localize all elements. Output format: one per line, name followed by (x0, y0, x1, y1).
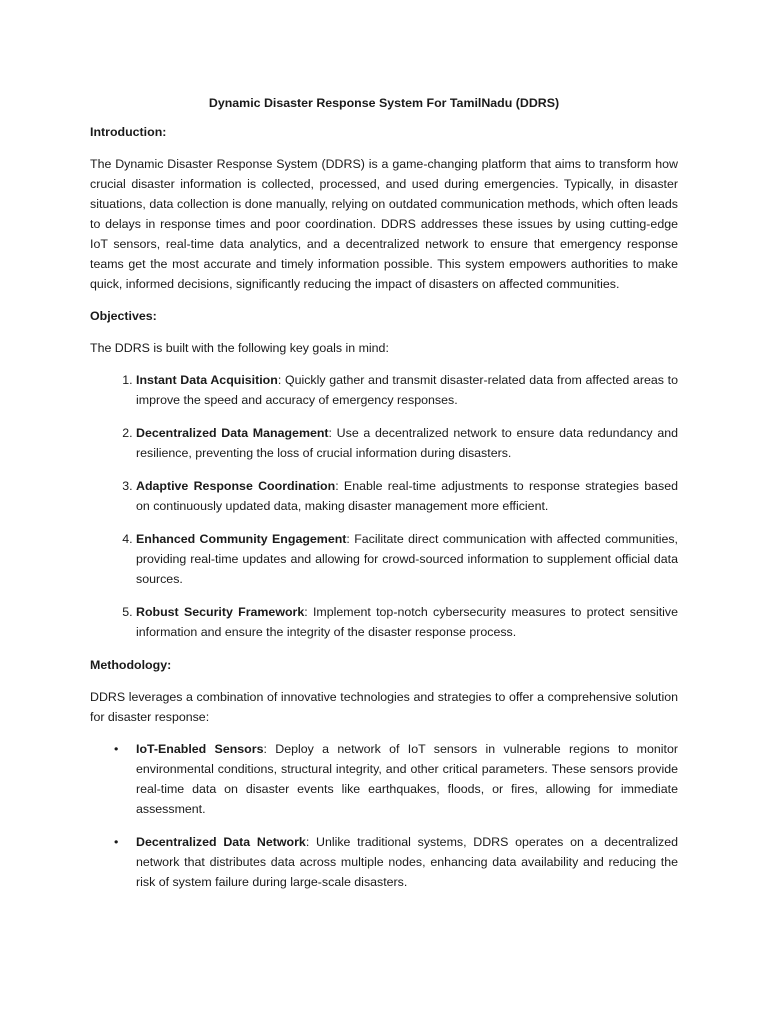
document-page (90, 93, 678, 905)
methodology-term: Decentralized Data Network (136, 835, 306, 849)
methodology-intro: DDRS leverages a combination of innovative technologies and strategies to offer a comprehensive solution for disaster response: (90, 690, 678, 724)
objective-term: Decentralized Data Management (136, 426, 329, 440)
objectives-intro: The DDRS is built with the following key goals in mind: (90, 341, 389, 355)
methodology-text: : Unlike traditional systems, DDRS operates on a decentralized network that distributes data across multiple nodes, enhancing data availability and reducing the risk of system failure during large-scale disasters. (136, 835, 678, 889)
methodology-term: IoT-Enabled Sensors (136, 742, 264, 756)
objective-term: Robust Security Framework (136, 605, 305, 619)
objective-term: Instant Data Acquisition (136, 373, 278, 387)
objective-text: : Facilitate direct communication with affected communities, providing real-time updates and allowing for crowd-sourced information to supplement official data sources. (136, 532, 678, 586)
objectives-heading: Objectives: (90, 309, 157, 323)
introduction-paragraph: The Dynamic Disaster Response System (DDRS) is a game-changing platform that aims to transform how crucial disaster information is collected, processed, and used during emergencies. Typically, in disaster situations, data collection is done manually, relying on outdated communication methods, which often leads to delays in response times and poor coordination. DDRS addresses these issues by using cutting-edge IoT sensors, real-time data analytics, and a decentralized network to ensure that emergency response teams get the most accurate and timely information possible. This system empowers authorities to make quick, informed decisions, significantly reducing the impact of disasters on affected communities. (90, 157, 678, 291)
objective-item (136, 529, 678, 589)
objective-term: Adaptive Response Coordination (136, 479, 336, 493)
bullet-icon: • (114, 742, 119, 756)
objective-item (136, 476, 678, 516)
objective-term: Enhanced Community Engagement (136, 532, 347, 546)
objective-item (136, 370, 678, 410)
objective-text: : Use a decentralized network to ensure data redundancy and resilience, preventing the loss of crucial information during disasters. (136, 426, 678, 460)
methodology-item (114, 739, 678, 819)
objective-text: : Implement top-notch cybersecurity measures to protect sensitive information and ensure the integrity of the disaster response process. (136, 605, 678, 639)
methodology-item (114, 832, 678, 892)
objective-item (136, 423, 678, 463)
objectives-list (90, 370, 678, 642)
methodology-heading: Methodology: (90, 658, 172, 672)
introduction-heading: Introduction: (90, 125, 167, 139)
objective-text: : Quickly gather and transmit disaster-related data from affected areas to improve the speed and accuracy of emergency responses. (136, 373, 679, 407)
methodology-list (90, 739, 678, 892)
document-title: Dynamic Disaster Response System For TamilNadu (DDRS) (208, 96, 560, 110)
objective-item (136, 602, 678, 642)
bullet-icon: • (114, 835, 119, 849)
methodology-text: : Deploy a network of IoT sensors in vulnerable regions to monitor environmental conditions, structural integrity, and other critical parameters. These sensors provide real-time data on disaster events like earthquakes, floods, or fires, allowing for immediate assessment. (136, 742, 678, 816)
objective-text: : Enable real-time adjustments to response strategies based on continuously updated data, making disaster management more efficient. (136, 479, 678, 513)
